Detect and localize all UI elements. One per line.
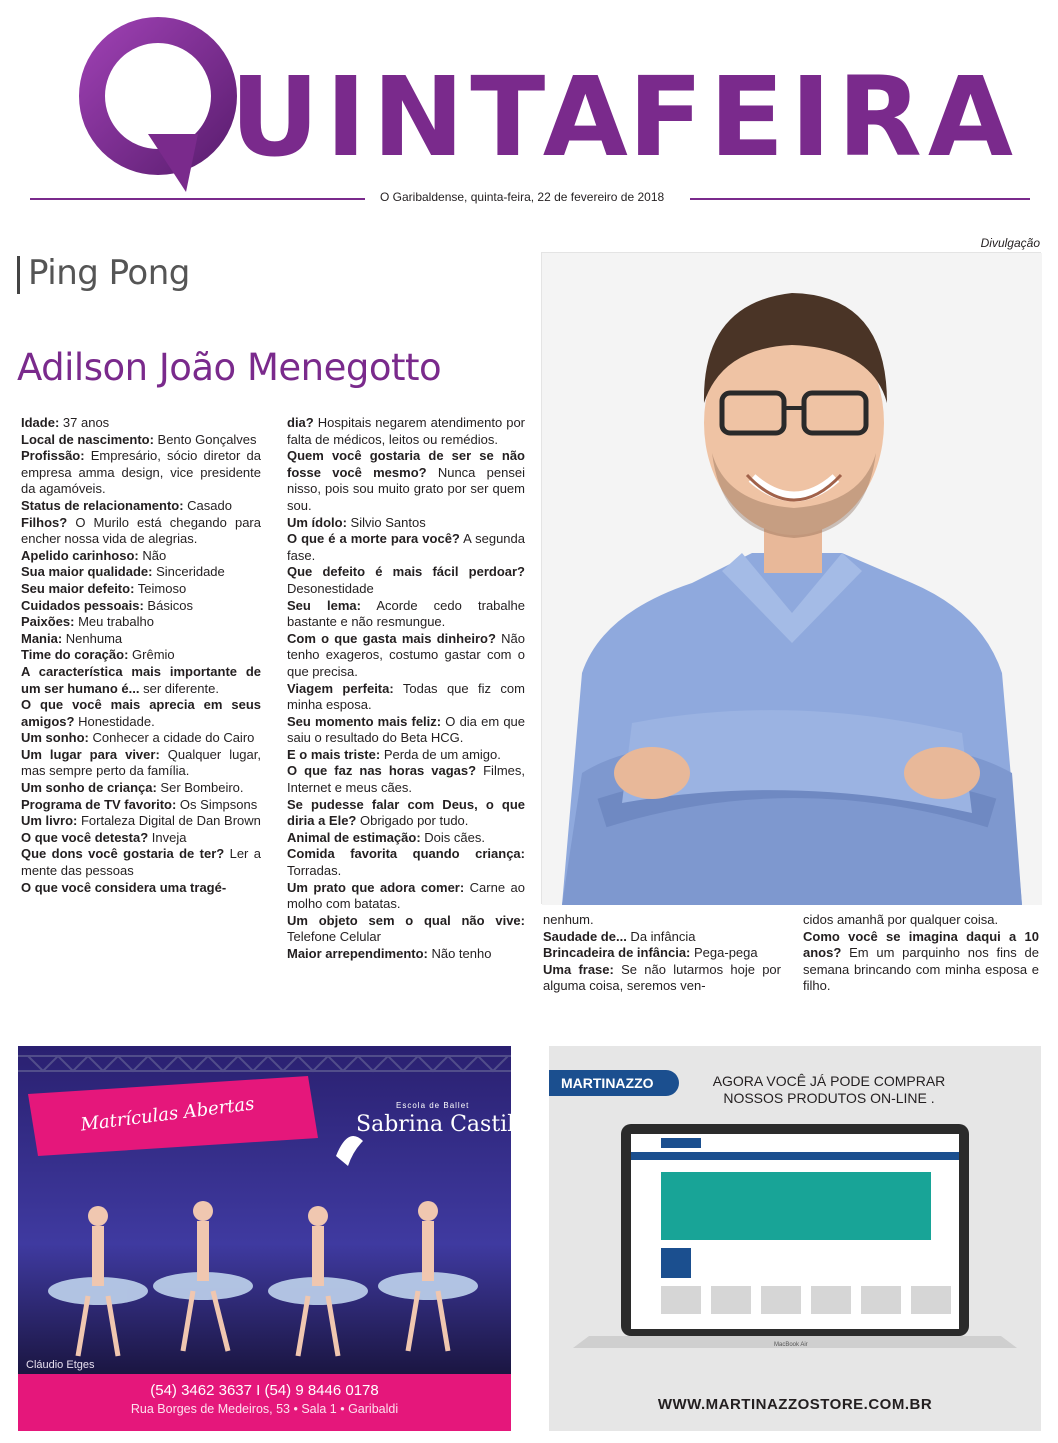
interview-question: Como você se imagina daqui a 10 anos? bbox=[803, 928, 1039, 961]
interview-question: Um ídolo: bbox=[287, 514, 347, 530]
interview-answer: Torradas. bbox=[287, 863, 342, 879]
interview-answer: Da infância bbox=[626, 928, 696, 944]
interview-answer: Empresário, sócio diretor da empresa amma design, vice presidente da agamóveis. bbox=[21, 448, 261, 497]
interview-answer: Teimoso bbox=[134, 580, 187, 596]
interview-entry bbox=[287, 448, 525, 514]
interview-column-2 bbox=[287, 415, 525, 963]
interview-answer: Dois cães. bbox=[420, 829, 485, 845]
interview-entry bbox=[21, 664, 261, 697]
interview-entry bbox=[21, 747, 261, 780]
interview-entry bbox=[287, 880, 525, 913]
ballet-banner-text: Matrículas Abertas bbox=[79, 1093, 256, 1136]
interview-question: Local de nascimento: bbox=[21, 431, 154, 447]
interview-entry bbox=[543, 929, 781, 946]
interview-entry bbox=[543, 962, 781, 995]
interview-entry bbox=[21, 780, 261, 797]
interview-column-3 bbox=[543, 912, 781, 995]
interview-entry bbox=[803, 912, 1039, 929]
interview-entry bbox=[287, 415, 525, 448]
interview-entry bbox=[287, 681, 525, 714]
ballet-photo-credit: Cláudio Etges bbox=[26, 1359, 95, 1371]
interview-question: Com o que gasta mais dinheiro? bbox=[287, 630, 496, 646]
interview-answer: Acorde cedo trabalhe bastante e não resmungue. bbox=[287, 597, 525, 630]
interview-entry bbox=[287, 763, 525, 796]
interview-question: Seu momento mais feliz: bbox=[287, 713, 442, 729]
interview-question: Um sonho de criança: bbox=[21, 780, 157, 796]
interview-entry bbox=[21, 515, 261, 548]
interview-entry bbox=[543, 945, 781, 962]
interview-entry bbox=[21, 846, 261, 879]
interview-answer: Nenhuma bbox=[62, 630, 123, 646]
interview-answer: Se não lutarmos hoje por alguma coisa, seremos ven- bbox=[543, 961, 781, 994]
interview-question: Saudade de... bbox=[543, 928, 627, 944]
interview-entry bbox=[287, 747, 525, 764]
interview-question: Animal de estimação: bbox=[287, 829, 421, 845]
interview-answer: O dia em que saiu o resultado do Beta HCG. bbox=[287, 713, 526, 746]
interview-answer: Perda de um amigo. bbox=[380, 746, 501, 762]
interview-entry bbox=[543, 912, 781, 929]
interview-answer: Grêmio bbox=[128, 647, 175, 663]
interview-answer: Pega-pega bbox=[690, 945, 758, 961]
martinazzo-logo: MARTINAZZO bbox=[549, 1070, 679, 1096]
interview-answer: Filmes, Internet e meus cães. bbox=[287, 763, 526, 796]
interview-question: Maior arrependimento: bbox=[287, 946, 428, 961]
interview-question: Um livro: bbox=[21, 813, 78, 829]
interview-question: Mania: bbox=[21, 630, 63, 646]
interview-entry bbox=[21, 581, 261, 598]
interview-answer: Os Simpsons bbox=[176, 796, 258, 812]
interview-question: Um lugar para viver: bbox=[21, 746, 160, 762]
interview-answer: Inveja bbox=[148, 829, 187, 845]
interview-answer: Bento Gonçalves bbox=[153, 431, 257, 447]
interview-question: O que faz nas horas vagas? bbox=[287, 763, 477, 779]
interview-question: Que defeito é mais fácil perdoar? bbox=[287, 564, 525, 580]
interview-answer: Todas que fiz com minha esposa. bbox=[287, 680, 525, 713]
ballet-school-name: Sabrina Castilla bbox=[356, 1112, 535, 1137]
interview-question: Brincadeira de infância: bbox=[543, 945, 691, 961]
interview-entry bbox=[287, 946, 525, 963]
interview-answer: Meu trabalho bbox=[74, 614, 154, 630]
interview-answer: Não tenho exageros, costumo gastar com o que precisa. bbox=[287, 630, 526, 679]
interview-entry bbox=[287, 714, 525, 747]
martinazzo-url: WWW.MARTINAZZOSTORE.COM.BR bbox=[657, 1396, 933, 1413]
interview-answer: Obrigado por tudo. bbox=[356, 813, 469, 829]
interview-answer: nenhum. bbox=[543, 912, 594, 927]
interview-answer: Silvio Santos bbox=[346, 514, 426, 530]
interview-question: Quem você gostaria de ser se não fosse você mesmo? bbox=[287, 448, 525, 480]
masthead-rule-right bbox=[690, 198, 1030, 200]
interview-entry bbox=[21, 548, 261, 565]
interview-entry bbox=[287, 797, 525, 830]
interview-entry bbox=[21, 432, 261, 449]
interview-entry bbox=[287, 846, 525, 879]
interview-question: Paixões: bbox=[21, 614, 75, 630]
interview-question: O que é a morte para você? bbox=[287, 531, 460, 547]
interview-answer: Honestidade. bbox=[74, 713, 155, 729]
interview-answer: Telefone Celular bbox=[287, 929, 381, 945]
section-marker bbox=[17, 256, 20, 294]
interview-entry bbox=[21, 564, 261, 581]
masthead-word-feira: FEIRA bbox=[628, 53, 1020, 181]
interview-question: Programa de TV favorito: bbox=[21, 796, 177, 812]
interview-answer: Hospitais negarem atendimento por falta de médicos, leitos ou remédios. bbox=[287, 415, 525, 447]
interview-question: Idade: bbox=[21, 415, 60, 430]
interview-question: Seu maior defeito: bbox=[21, 580, 135, 596]
interview-question: A característica mais importante de um ser humano é... bbox=[21, 663, 261, 696]
interview-answer: cidos amanhã por qualquer coisa. bbox=[803, 912, 999, 927]
masthead-q-logo bbox=[78, 14, 238, 194]
martinazzo-headline bbox=[709, 1073, 949, 1107]
interview-question: dia? bbox=[287, 415, 314, 430]
interview-column-1 bbox=[21, 415, 261, 896]
dateline: O Garibaldense, quinta-feira, 22 de fevereiro de 2018 bbox=[380, 190, 665, 204]
interview-entry bbox=[21, 614, 261, 631]
interview-entry bbox=[287, 913, 525, 946]
interview-question: Viagem perfeita: bbox=[287, 680, 394, 696]
interview-entry bbox=[287, 598, 525, 631]
interview-question: Apelido carinhoso: bbox=[21, 547, 139, 563]
interview-entry bbox=[21, 880, 261, 897]
interview-question: O que você considera uma tragé- bbox=[21, 879, 227, 895]
interview-question: Uma frase: bbox=[543, 961, 614, 977]
interview-question: Cuidados pessoais: bbox=[21, 597, 144, 613]
interviewee-name: Adilson João Menegotto bbox=[17, 346, 442, 389]
interview-answer: A segunda fase. bbox=[287, 531, 525, 563]
interview-question: O que você detesta? bbox=[21, 829, 149, 845]
martinazzo-headline-line2: NOSSOS PRODUTOS ON-LINE . bbox=[723, 1090, 935, 1106]
ad-martinazzo bbox=[549, 1046, 1041, 1431]
ballet-address: Rua Borges de Medeiros, 53 • Sala 1 • Garibaldi bbox=[130, 1402, 399, 1416]
interview-entry bbox=[287, 515, 525, 532]
photo-credit: Divulgação bbox=[980, 236, 1040, 250]
ballet-school-label: Escola de Ballet bbox=[396, 1101, 470, 1110]
interview-answer: O Murilo está chegando para encher nossa vida de alegrias. bbox=[21, 514, 261, 547]
interview-answer: Ler a mente das pessoas bbox=[21, 846, 261, 879]
interview-answer: Não tenho bbox=[427, 946, 492, 961]
interview-entry bbox=[21, 697, 261, 730]
interview-question: Profissão: bbox=[21, 448, 85, 464]
interview-question: Sua maior qualidade: bbox=[21, 564, 153, 580]
interview-question: Filhos? bbox=[21, 514, 68, 530]
interview-answer: Fortaleza Digital de Dan Brown bbox=[77, 813, 261, 829]
interview-question: Seu lema: bbox=[287, 597, 361, 613]
interview-question: Status de relacionamento: bbox=[21, 497, 184, 513]
interview-column-4 bbox=[803, 912, 1039, 995]
interview-answer: Em um parquinho nos fins de semana brincando com minha esposa e filho. bbox=[803, 945, 1039, 994]
interview-entry bbox=[287, 631, 525, 681]
ballet-phones: (54) 3462 3637 I (54) 9 8446 0178 bbox=[150, 1382, 379, 1399]
interview-entry bbox=[21, 415, 261, 432]
portrait-photo bbox=[541, 252, 1041, 904]
interview-question: Se pudesse falar com Deus, o que diria a Ele? bbox=[287, 796, 525, 829]
masthead bbox=[0, 0, 1058, 215]
laptop-model-label: MacBook Air bbox=[774, 1342, 808, 1348]
interview-question: Time do coração: bbox=[21, 647, 129, 663]
ballet-contact-footer bbox=[18, 1374, 511, 1431]
interview-entry bbox=[21, 448, 261, 498]
interview-entry bbox=[21, 730, 261, 747]
interview-question: Um sonho: bbox=[21, 730, 89, 746]
interview-question: O que você mais aprecia em seus amigos? bbox=[21, 697, 261, 729]
interview-answer: Carne ao molho com batatas. bbox=[287, 879, 525, 912]
interview-question: Que dons você gostaria de ter? bbox=[21, 846, 225, 862]
interview-answer: 37 anos bbox=[59, 415, 110, 430]
masthead-rule-left bbox=[30, 198, 365, 200]
interview-entry bbox=[21, 830, 261, 847]
section-title: Ping Pong bbox=[28, 253, 190, 293]
interview-question: Um objeto sem o qual não vive: bbox=[287, 912, 525, 928]
interview-answer: Casado bbox=[183, 497, 232, 513]
interview-answer: Conhecer a cidade do Cairo bbox=[88, 730, 255, 746]
interview-question: Comida favorita quando criança: bbox=[287, 846, 525, 862]
interview-question: E o mais triste: bbox=[287, 746, 381, 762]
interview-entry bbox=[287, 531, 525, 564]
interview-entry bbox=[21, 813, 261, 830]
interview-entry bbox=[21, 647, 261, 664]
masthead-word-uinta: UINTA bbox=[230, 53, 634, 181]
ballet-stage-illustration bbox=[18, 1046, 511, 1376]
interview-entry bbox=[803, 929, 1039, 995]
interview-answer: ser diferente. bbox=[139, 680, 219, 696]
portrait-illustration bbox=[542, 253, 1042, 905]
interview-answer: Nunca pensei nisso, pois sou muito grato por ser quem sou. bbox=[287, 464, 525, 513]
interview-answer: Não bbox=[138, 547, 167, 563]
interview-entry bbox=[21, 498, 261, 515]
interview-entry bbox=[287, 830, 525, 847]
interview-entry bbox=[21, 598, 261, 615]
martinazzo-headline-line1: AGORA VOCÊ JÁ PODE COMPRAR bbox=[712, 1073, 946, 1089]
interview-question: Um prato que adora comer: bbox=[287, 879, 465, 895]
interview-answer: Sinceridade bbox=[152, 564, 225, 580]
interview-answer: Básicos bbox=[143, 597, 193, 613]
interview-answer: Qualquer lugar, mas sempre perto da família. bbox=[21, 746, 261, 779]
interview-answer: Ser Bombeiro. bbox=[156, 780, 244, 796]
interview-answer: Desonestidade bbox=[287, 580, 374, 596]
ad-ballet-school bbox=[18, 1046, 535, 1431]
interview-entry bbox=[21, 797, 261, 814]
interview-entry bbox=[287, 564, 525, 597]
interview-entry bbox=[21, 631, 261, 648]
